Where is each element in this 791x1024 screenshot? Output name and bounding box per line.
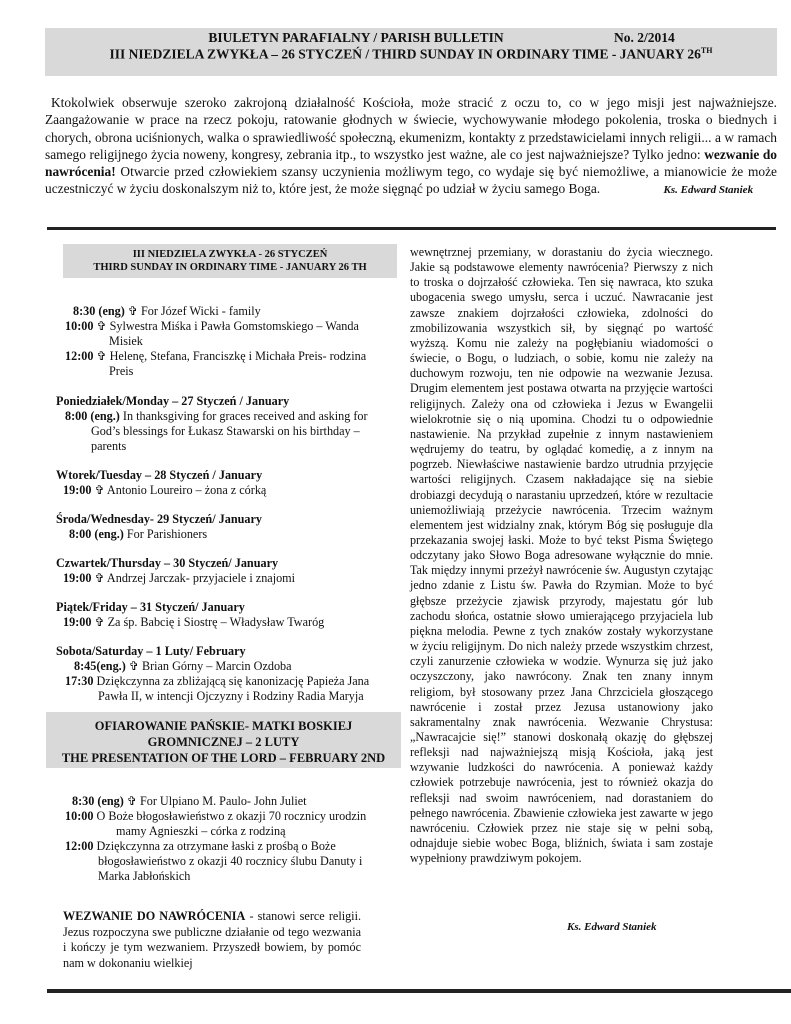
presentation-mass-3 — [65, 839, 336, 854]
conversion-article-title: WEZWANIE DO NAWRÓCENIA — [63, 909, 246, 923]
mass-time: 19:00 — [63, 615, 92, 629]
presentation-mass-1 — [72, 794, 307, 809]
mass-time: 12:00 — [65, 349, 94, 363]
mass-time: 17:30 — [65, 674, 94, 688]
conversion-article-start — [63, 909, 361, 971]
mass-time: 12:00 — [65, 839, 94, 853]
schedule-heading-line2: THIRD SUNDAY IN ORDINARY TIME - JANUARY 26 TH — [93, 262, 367, 273]
mass-intention-cont: God’s blessings for Łukasz Stawarski on his birthday – — [91, 424, 360, 438]
divider-bottom — [47, 989, 791, 993]
cross-icon: ✞ — [128, 659, 139, 673]
article-signature: Ks. Edward Staniek — [567, 921, 657, 933]
day-heading-tuesday: Wtorek/Tuesday – 28 Styczeń / January — [56, 468, 263, 482]
bulletin-title — [45, 30, 777, 46]
mass-intention: O Boże błogosławieństwo z okazji 70 rocznicy urodzin — [96, 809, 367, 823]
presentation-heading-line2: GROMNICZNEJ – 2 LUTY — [147, 735, 300, 749]
conversion-article-text: - stanowi serce religii. Jezus rozpoczyna swe publiczne działanie od tego wezwania i kończy je tym wezwaniem. Przyszedł bowiem, by pomóc nam w dokonaniu wielkiej — [63, 909, 361, 970]
cross-icon: ✞ — [96, 319, 107, 333]
day-heading-wednesday: Środa/Wednesday- 29 Styczeń/ January — [56, 512, 262, 526]
mass-time: 8:30 (eng) — [73, 304, 125, 318]
bulletin-header — [45, 28, 777, 76]
wednesday-mass — [69, 527, 207, 542]
bulletin-date-line — [45, 46, 777, 63]
date-line-sup: TH — [700, 46, 713, 55]
day-heading-friday: Piątek/Friday – 31 Styczeń/ January — [56, 600, 245, 614]
intro-text-2: Otwarcie przed człowiekiem szansy uczynienia możliwym tego, co wydaje się być niemożliwe, a mianowicie że może uczestniczyć w życiu doskonalszym niż to, które jest, że może sięgnąć po udział w życiu samego Boga. — [45, 164, 777, 197]
mass-time: 8:30 (eng) — [72, 794, 124, 808]
intro-signature: Ks. Edward Staniek — [663, 184, 754, 197]
mass-time: 10:00 — [65, 809, 94, 823]
saturday-mass-2 — [65, 674, 369, 689]
mass-time: 19:00 — [63, 483, 92, 497]
presentation-mass-2 — [65, 809, 366, 824]
presentation-heading-line1: OFIAROWANIE PAŃSKIE- MATKI BOSKIEJ — [94, 719, 353, 733]
mass-intention: Antonio Loureiro – żona z córką — [106, 483, 267, 497]
mass-intention: For Józef Wicki - family — [140, 304, 261, 318]
mass-intention-cont: błogosławieństwo z okazji 40 rocznicy ślubu Danuty i — [98, 854, 363, 868]
presentation-heading-line3: THE PRESENTATION OF THE LORD – FEBRUARY 2ND — [61, 751, 386, 765]
mass-time: 8:00 (eng.) — [65, 409, 120, 423]
day-heading-thursday: Czwartek/Thursday – 30 Styczeń/ January — [56, 556, 279, 570]
cross-icon: ✞ — [96, 349, 107, 363]
mass-intention: Brian Górny – Marcin Ozdoba — [141, 659, 292, 673]
mass-intention-cont: parents — [91, 439, 127, 453]
intro-paragraph — [45, 94, 777, 200]
sunday-mass-3 — [65, 349, 366, 364]
intro-bold: wezwanie do nawrócenia! — [45, 146, 777, 180]
saturday-mass-1 — [74, 659, 292, 674]
mass-time: 10:00 — [65, 319, 94, 333]
sunday-mass-2 — [65, 319, 359, 334]
cross-icon: ✞ — [127, 304, 138, 318]
mass-time: 8:45(eng.) — [74, 659, 126, 673]
mass-intention: Za śp. Babcię i Siostrę – Władysław Twaróg — [107, 615, 325, 629]
thursday-mass — [63, 571, 295, 586]
mass-intention-cont: Marka Jabłońskich — [98, 869, 191, 883]
mass-intention: Helenę, Stefana, Franciszkę i Michała Preis- rodzina — [109, 349, 367, 363]
presentation-heading-box — [46, 712, 401, 768]
mass-intention: Andrzej Jarczak- przyjaciele i znajomi — [106, 571, 296, 585]
mass-intention: In thanksgiving for graces received and asking for — [122, 409, 368, 423]
schedule-heading-box — [63, 244, 397, 278]
mass-intention-cont: mamy Agnieszki – córka z rodziną — [116, 824, 286, 838]
mass-intention-cont: Preis — [109, 364, 134, 378]
monday-mass — [65, 409, 368, 424]
bulletin-number: No. 2/2014 — [614, 30, 675, 45]
bulletin-name: BIULETYN PARAFIALNY / PARISH BULLETIN — [208, 30, 504, 45]
intro-text: Ktokolwiek obserwuje szeroko zakrojoną działalność Kościoła, może stracić z oczu to, co w jego misji jest najważniejsze. Zaangażowanie w prace na rzecz pokoju, ratowanie głodnych w świecie, wychowywanie młodego pokolenia, troska o biednych i chorych, obrona uciśnionych, walka o sprawiedliwość społeczną, ekumenizm, kontakty z przedstawicielami innych religii... a w ramach samego religijnego życia noweny, kongresy, zebrania itp., to wszystko jest ważne, ale co jest najważniejsze? Tylko jedno: — [45, 95, 777, 162]
friday-mass — [63, 615, 324, 630]
day-heading-monday: Poniedziałek/Monday – 27 Styczeń / January — [56, 394, 290, 408]
mass-intention-cont: Pawła II, w intencji Ojczyzny i Rodziny Radia Maryja — [98, 689, 364, 703]
schedule-heading-line1: III NIEDZIELA ZWYKŁA - 26 STYCZEŃ — [132, 249, 328, 260]
mass-intention: Dziękczynna za zbliżającą się kanonizację Papieża Jana — [96, 674, 370, 688]
mass-intention: For Ulpiano M. Paulo- John Juliet — [139, 794, 307, 808]
mass-intention: Dziękczynna za otrzymane łaski z prośbą o Boże — [96, 839, 336, 853]
presentation-schedule — [45, 790, 385, 890]
date-line-text: III NIEDZIELA ZWYKŁA – 26 STYCZEŃ / THIRD SUNDAY IN ORDINARY TIME - JANUARY 26 — [109, 46, 701, 62]
mass-time: 8:00 (eng.) — [69, 527, 124, 541]
cross-icon: ✞ — [94, 571, 105, 585]
conversion-article-continued: wewnętrznej przemiany, w dorastaniu do życia wiecznego. Jakie są podstawowe elementy nawrócenia? Pierwszy z nich to troska o dojrzałość człowieka. Ten się nawraca, kto szuka ubogacenia swego umysłu, serca i uczuć. Nawracanie jest zawsze znakiem dojrzałości człowieka, zdolności do zmobilizowania wszystkich sił, by sięgnąć po wartość wyższą. Komu nie zależy na pogłębianiu wiadomości o świecie, o Bogu, o ludziach, o sobie, komu nie zależy na duchowym rozwoju, ten nie odpowie na wezwanie Jezusa. Drugim elementem jest postawa otwarta na przyjęcie wartości religijnych. Zależy ona od człowieka i Jezus w Ewangelii wielokrotnie się o nią upomina. Chodzi tu o odpowiednie nastawienie. Na przykład zupełnie z innym nastawieniem wędrujemy do teatru, by oglądać komedię, a z innym na pogrzeb. Niewłaściwe nastawienie bardzo utrudnia przyjęcie wartości religijnych. Czasem nakładające się na siebie drobiazgi decydują o narastaniu uprzedzeń, które w rezultacie uniemożliwiają przeżycie nawrócenia. Trzecim ważnym elementem jest widzialny znak, którym Bóg się posługuje dla przekazania swojej łaski. Może to być tekst Pisma Świętego odczytany jako Słowo Boga adresowane wyłącznie do mnie. Tak między innymi przeżył nawrócenie św. Augustyn czytając jedno zdanie z Listu św. Pawła do Rzymian. Może to być głębsze przeżycie zjawisk przyrody, majestatu gór lub zachodu słońca, ostatnie słowo umierającego przyjaciela lub piękna melodia. Pewne z tych znaków zostały wykorzystane w życiu religijnym. Do nich należy przede wszystkim chrzest, czyli zanurzenie człowieka w wodzie. Wynurza się już jako oczyszczony, jako nawrócony. Znak ten znany innym religiom, był stosowany przez Jana Chrzciciela głoszącego nawrócenie i został przez Jezusa ustanowiony jako sakramentalny znak nawrócenia. Wezwanie Chrystusa: „Nawracajcie się!” stanowi doskonałą okazję do głębszej refleksji nad najważniejszą misją Kościoła, jaką jest wzywanie ludzkości do nawrócenia. A ponieważ każdy człowiek potrzebuje nawrócenia, jest to również okazja do refleksji nad swoim nawróceniem, nad dorastaniem do pełnego nawrócenia. Zbawienie człowieka jest zawarte w jego nawróceniu. Człowiek przez nie staje się w pełni sobą, odnajduje siebie wobec Boga, bliźnich, świata i sam zostaje wypełniony prawdziwym pokojem. — [410, 245, 713, 866]
divider-top — [47, 227, 776, 230]
mass-intention: For Parishioners — [126, 527, 208, 541]
mass-intention-cont: Misiek — [109, 334, 143, 348]
day-heading-saturday: Sobota/Saturday – 1 Luty/ February — [56, 644, 246, 658]
mass-schedule — [45, 300, 385, 710]
sunday-mass-1 — [73, 304, 261, 319]
mass-time: 19:00 — [63, 571, 92, 585]
tuesday-mass — [63, 483, 266, 498]
cross-icon: ✞ — [94, 483, 105, 497]
mass-intention: Sylwestra Miśka i Pawła Gomstomskiego – Wanda — [109, 319, 359, 333]
cross-icon: ✞ — [126, 794, 137, 808]
cross-icon: ✞ — [94, 615, 105, 629]
